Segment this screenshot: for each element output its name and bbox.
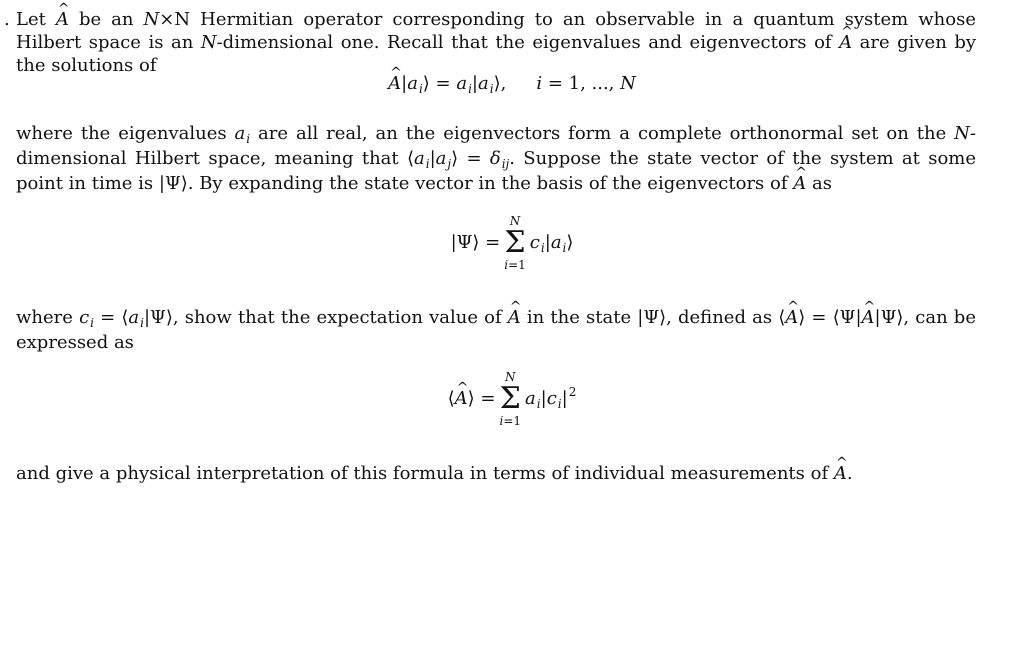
equation-expansion: |Ψ⟩ = N Σ i=1 $c_i|a_i⟩$	[450, 214, 574, 272]
equation-expectation: ⟨^ A⟩ = N Σ i=1 $a_i|c_i|^2$	[0, 370, 1024, 428]
paragraph-eigenvectors: where the eigenvalues $a_i$ are all real, an the eigenvectors form a complete orthonormal set on the N-dimensional Hilbert space, meaning that $⟨a_i|a_j⟩ = \delta_{ij}$. Suppose the state vector of the system at some point in time is |Ψ⟩. By expanding the state vector in the basis of the eigenvectors of ^ A as	[16, 122, 976, 195]
equation-eigenvalue: ^ $A|a_i⟩$ = $a_i|a_i⟩$, i = 1, ..., N	[0, 72, 1024, 97]
item-number: .	[4, 9, 10, 30]
paragraph-intro: . Let ^ A be an N×N Hermitian operator corresponding to an observable in a quantum system whose Hilbert space is an N-dimensional one. Recall that the eigenvalues and eigenvectors of ^ A are given by the solutions of	[16, 8, 976, 77]
paragraph-expectation: where $c_i$ = $⟨a_i|\Psi⟩$, show that the expectation value of ^ A in the state |Ψ⟩, defined as ⟨^ A⟩ = ⟨Ψ|^ A|Ψ⟩, can be expressed as	[16, 306, 976, 354]
paragraph-interpretation: and give a physical interpretation of this formula in terms of individual measurements of ^ A.	[16, 462, 976, 485]
